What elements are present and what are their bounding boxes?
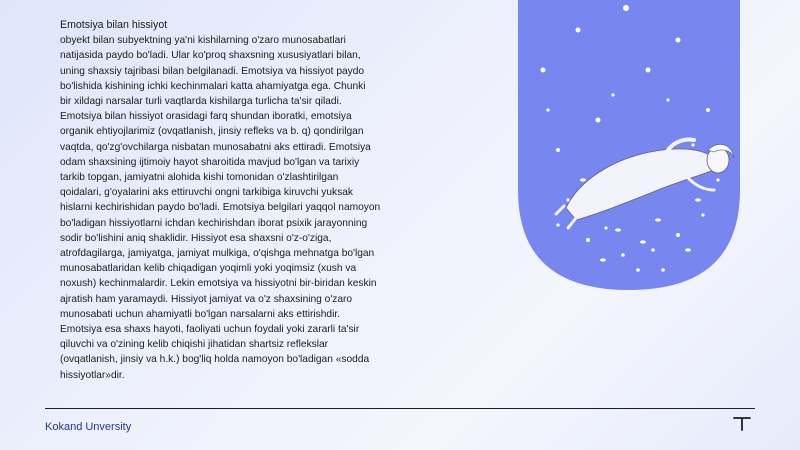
body-line: bo'ladigan hissiyotlarni ichdan kechirishdan iborat psixik jarayonning [60,217,368,229]
body-line: qoidalari, g'oyalarini aks ettiruvchi ongni tarkibiga kiruvchi yuksak [60,187,353,199]
slide-body [60,33,420,383]
body-line: bir xildagi narsalar turli vaqtlarda kishilarga turlicha ta'sir qiladi. [60,96,342,108]
body-line: atrofdagilarga, jamiyatga, jamiyat mulkiga, o'qishga mehnatga bo'lgan [60,248,375,260]
body-line: uning shaxsiy tajribasi bilan belgilanadi. Emotsiya va hissiyot paydo [60,65,365,77]
slide-title: Emotsiya bilan hissiyot [60,19,168,31]
body-line: organik ehtiyojlarimiz (ovqatlanish, jinsiy refleks va b. q) qondirilgan [60,126,364,138]
body-line: munosabati uchun ahamiyatli bo'lgan narsalarni aks ettirishdir. [60,308,340,320]
body-line: hissiyotlar»dir. [60,369,125,381]
university-logo-icon [732,415,752,431]
body-line: qiluvchi va o'zining kelib chiqishi jihatidan shartsiz reflekslar [60,339,329,351]
body-line: sodir bo'lishini aniq shaklidir. Hissiyot esa shaxsni o'z-o'ziga, [60,232,332,244]
body-line: vaqtda, qo'zg'ovchilarga nisbatan munosabatni aks ettiradi. Emotsiya [60,141,371,153]
body-line: hislarni kechirishidan paydo bo'ladi. Emotsiya belgilari yaqqol namoyon [60,202,381,214]
falling-woman-illustration [518,0,740,290]
body-line: natijasida paydo bo'ladi. Ular ko'proq shaxsning xususiyatlari bilan, [60,50,361,62]
body-line: tarkib topgan, jamiyatni alohida kishi tomonidan o'zlashtirilgan [60,172,339,184]
body-line: Emotsiya bilan hissiyot orasidagi farq shundan iboratki, emotsiya [60,111,352,123]
body-line: noxush) kechinmalardir. Lekin emotsiya va hissiyotni bir-biridan keskin [60,278,377,290]
body-line: bo'lishida kishining ichki kechinmalari katta ahamiyatga ega. Chunki [60,80,366,92]
body-line: odam shaxsining ijtimoiy hayot sharoitida mavjud bo'lgan va tarixiy [60,156,360,168]
body-line: (ovqatlanish, jinsiy va h.k.) bog'liq holda namoyon bo'ladigan «sodda [60,354,370,366]
slide-text-block [60,18,420,383]
body-line: Emotsiya esa shaxs hayoti, faoliyati uchun foydali yoki zararli ta'sir [60,324,360,336]
body-line: munosabatlaridan kelib chiqadigan yoqimli yoki yoqimsiz (xush va [60,263,357,275]
body-line: ajratish ham yaramaydi. Hissiyot jamiyat va o'z shaxsining o'zaro [60,293,353,305]
footer-divider [45,408,755,409]
footer-university-name: Kokand Unversity [45,421,132,433]
body-line: obyekt bilan subyektning ya'ni kishilarning o'zaro munosabatlari [60,35,346,47]
